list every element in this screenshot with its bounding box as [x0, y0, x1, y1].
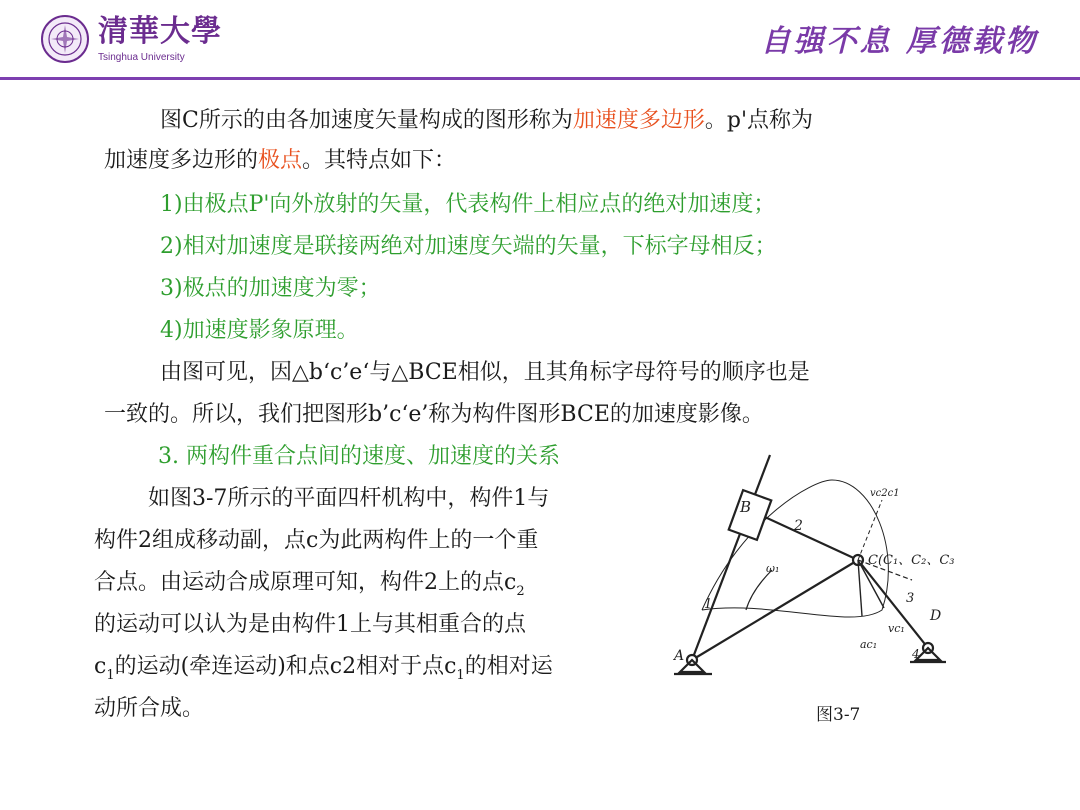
paragraph-1-line-1	[160, 106, 813, 136]
university-seal-logo	[40, 14, 90, 64]
label-ac1: ac₁	[860, 638, 878, 651]
subscript: 2	[516, 584, 525, 599]
paragraph-3-line-4: 的运动可以认为是由构件1上与其相重合的点	[94, 612, 526, 637]
label-B: B	[740, 498, 752, 516]
four-bar-mechanism-diagram	[662, 440, 972, 700]
highlight-term: 加速度多边形	[572, 108, 705, 133]
link-1	[692, 455, 770, 660]
university-name-cn: 清華大學	[98, 14, 222, 49]
list-item-3: 3)极点的加速度为零；	[160, 276, 381, 301]
list-item-4: 4)加速度影象原理。	[160, 318, 359, 343]
paragraph-3-line-6: 动所合成。	[94, 696, 205, 721]
paragraph-2-line-2: 一致的。所以，我们把图形b’c‘e’称为构件图形BCE的加速度影像。	[104, 402, 764, 427]
subscript: 1	[106, 668, 115, 683]
label-1: 1	[704, 597, 713, 612]
text-segment: c	[94, 654, 107, 679]
text-segment: 的相对运	[464, 654, 553, 679]
highlight-term: 极点	[258, 148, 303, 173]
text-segment: 加速度多边形的	[104, 148, 259, 173]
text-segment: 合点。由运动合成原理可知，构件2上的点c	[94, 570, 517, 595]
omega-arrow	[746, 570, 772, 610]
vector-ac1	[858, 560, 862, 616]
paragraph-1-line-2	[104, 146, 456, 176]
slide-header	[0, 0, 1080, 80]
vector-vc2c1	[858, 500, 882, 560]
list-item-2: 2)相对加速度是联接两绝对加速度矢端的矢量，下标字母相反；	[160, 234, 777, 259]
label-2: 2	[794, 518, 803, 534]
link-connector	[692, 560, 858, 660]
section-title: 3. 两构件重合点间的速度、加速度的关系	[158, 444, 560, 469]
label-D: D	[930, 608, 942, 624]
university-motto: 自强不息 厚德载物	[760, 24, 1038, 59]
paragraph-3-line-5	[94, 652, 553, 685]
list-item-1: 1)由极点P'向外放射的矢量，代表构件上相应点的绝对加速度；	[160, 192, 776, 217]
header-divider	[0, 77, 1080, 80]
paragraph-2-line-1: 由图可见，因△b‘c’e‘与△BCE相似，且其角标字母符号的顺序也是	[160, 360, 810, 385]
text-segment: 的运动(牵连运动)和点c2相对于点c	[114, 654, 457, 679]
link-2	[754, 512, 858, 560]
text-segment: 。p'点称为	[704, 108, 813, 133]
label-omega1: ω₁	[766, 562, 780, 575]
figure-caption: 图3-7	[816, 705, 861, 725]
text-segment: 图C所示的由各加速度矢量构成的图形称为	[160, 108, 573, 133]
subscript: 1	[456, 668, 465, 683]
paragraph-3-line-1: 如图3-7所示的平面四杆机构中，构件1与	[148, 486, 550, 511]
label-3: 3	[906, 591, 915, 606]
label-4: 4	[912, 647, 920, 661]
text-segment: 。其特点如下：	[302, 148, 457, 173]
paragraph-3-line-2: 构件2组成移动副，点c为此两构件上的一个重	[94, 528, 539, 553]
university-name-en: Tsinghua University	[98, 52, 185, 63]
label-vc2c1: vc2c1	[870, 488, 900, 499]
label-vc1: vc₁	[888, 622, 905, 635]
label-C: C(C₁、C₂、C₃	[868, 553, 955, 568]
label-A: A	[674, 648, 685, 664]
paragraph-3-line-3	[94, 568, 525, 601]
